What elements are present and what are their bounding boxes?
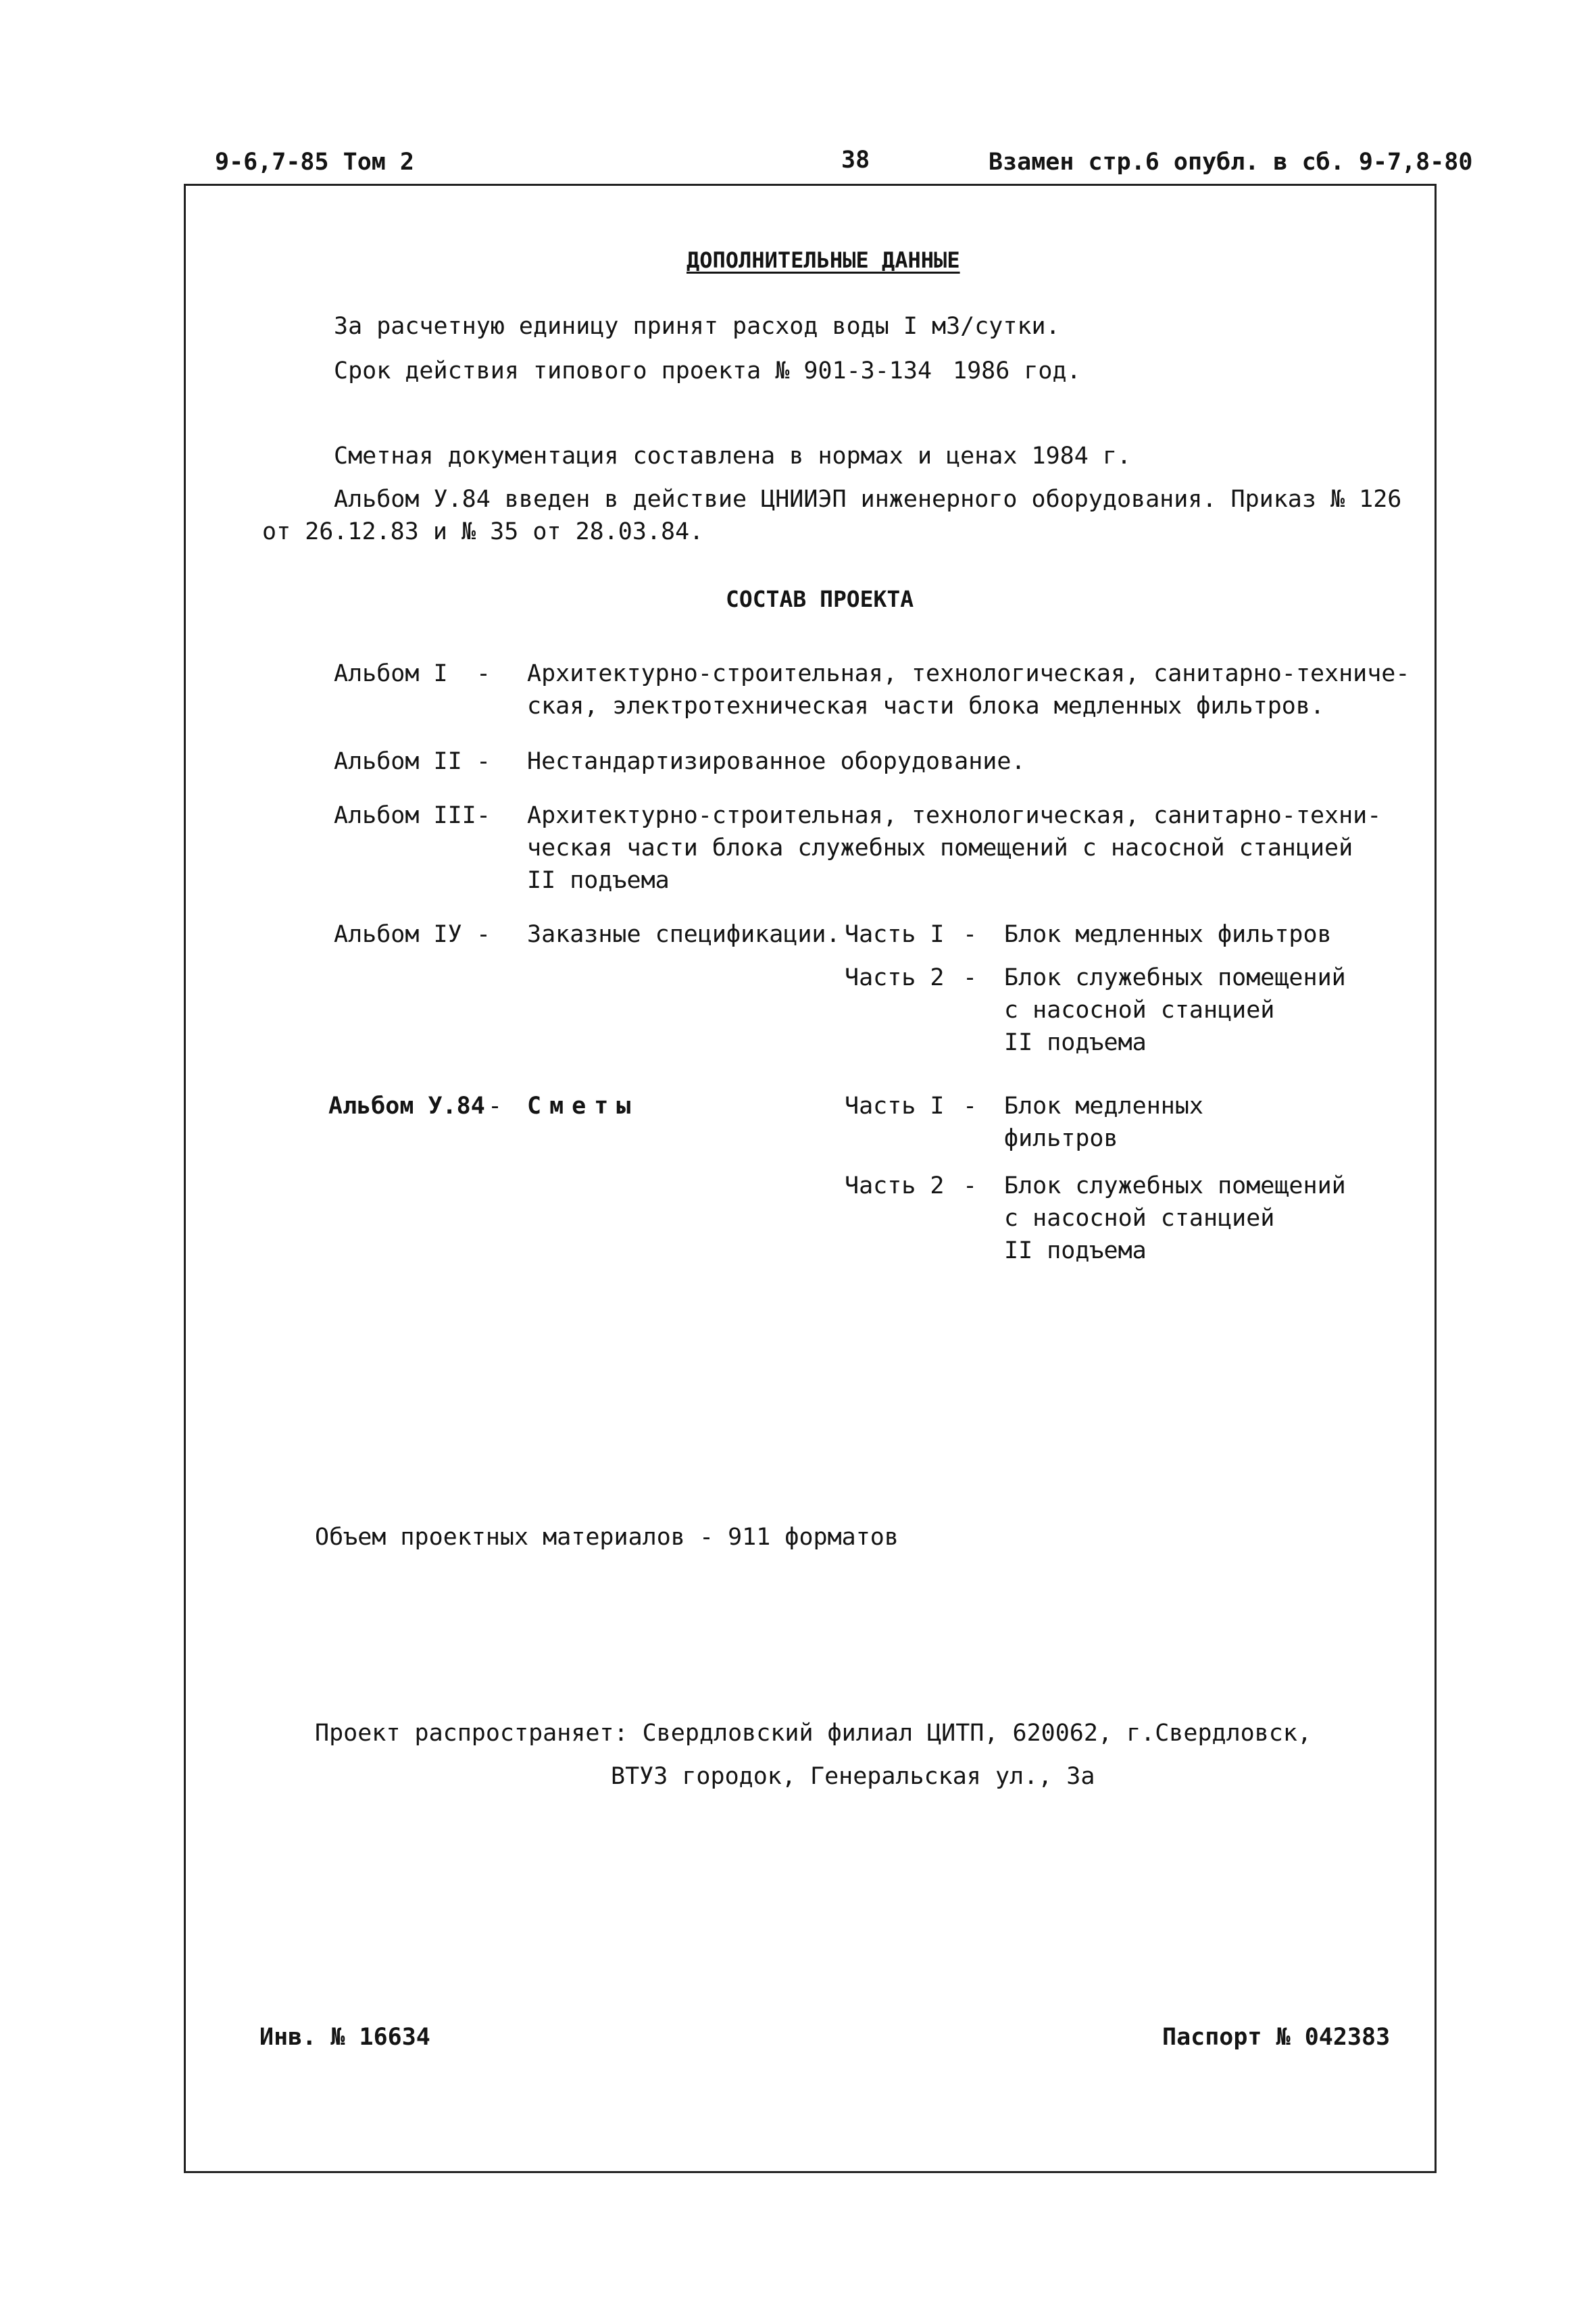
album-5-name: Альбом У.84 xyxy=(328,1093,485,1120)
album-4-part-1-dash: - xyxy=(963,921,978,948)
album-5-part-2-line-1: Блок служебных помещений xyxy=(1004,1172,1346,1199)
additional-line-5: от 26.12.83 и № 35 от 28.03.84. xyxy=(262,518,704,545)
inventory-number: Инв. № 16634 xyxy=(259,2024,430,2051)
album-2-line-1: Нестандартизированное оборудование. xyxy=(527,748,1026,775)
album-5-desc: Сметы xyxy=(527,1093,639,1120)
page-number: 38 xyxy=(841,147,870,174)
additional-line-3: Сметная документация составлена в нормах и ценах 1984 г. xyxy=(334,443,1132,470)
album-4-part-2-dash: - xyxy=(963,964,978,991)
album-2-name: Альбом II xyxy=(334,748,462,775)
distribution-line-1: Проект распространяет: Свердловский филиал ЦИТП, 620062, г.Свердловск, xyxy=(315,1720,1312,1747)
album-5-part-1-dash: - xyxy=(963,1093,978,1120)
album-3-line-3: II подъема xyxy=(527,867,670,894)
additional-line-4: Альбом У.84 введен в действие ЦНИИЭП инженерного оборудования. Приказ № 126 xyxy=(334,486,1402,513)
additional-line-2-year: 1986 год. xyxy=(953,357,1081,384)
album-5-part-2: Часть 2 xyxy=(845,1172,945,1199)
album-2-dash: - xyxy=(476,748,491,775)
album-4-part-1: Часть I xyxy=(845,921,945,948)
album-5-part-1-line-2: фильтров xyxy=(1004,1125,1118,1152)
header-right: Взамен стр.6 опубл. в сб. 9-7,8-80 xyxy=(989,149,1473,176)
album-1-dash: - xyxy=(476,660,491,687)
header-left: 9-6,7-85 Том 2 xyxy=(215,149,415,176)
album-5-part-2-line-2: с насосной станцией xyxy=(1004,1205,1275,1232)
album-4-part-2-line-3: II подъема xyxy=(1004,1029,1147,1056)
album-5-part-1-line-1: Блок медленных xyxy=(1004,1093,1204,1120)
album-4-name: Альбом IУ xyxy=(334,921,462,948)
additional-line-1: За расчетную единицу принят расход воды I м3/сутки. xyxy=(334,313,1060,340)
distribution-line-2: ВТУЗ городок, Генеральская ул., 3а xyxy=(611,1763,1095,1790)
album-5-part-2-line-3: II подъема xyxy=(1004,1237,1147,1264)
album-4-part-2-line-2: с насосной станцией xyxy=(1004,997,1275,1024)
album-5-part-1: Часть I xyxy=(845,1093,945,1120)
album-4-part-2-line-1: Блок служебных помещений xyxy=(1004,964,1346,991)
additional-line-2-text: Срок действия типового проекта № 901-3-134 xyxy=(334,357,932,384)
album-5-dash: - xyxy=(488,1093,503,1120)
album-3-dash: - xyxy=(476,802,491,829)
album-1-name: Альбом I xyxy=(334,660,448,687)
album-4-dash: - xyxy=(476,921,491,948)
volume-note: Объем проектных материалов - 911 форматов xyxy=(315,1524,899,1551)
album-5-part-2-dash: - xyxy=(963,1172,978,1199)
passport-number: Паспорт № 042383 xyxy=(1162,2024,1391,2051)
album-3-line-1: Архитектурно-строительная, технологическая, санитарно-техни- xyxy=(527,802,1382,829)
album-4-part-2: Часть 2 xyxy=(845,964,945,991)
album-4-part-1-line-1: Блок медленных фильтров xyxy=(1004,921,1332,948)
album-1-line-1: Архитектурно-строительная, технологическая, санитарно-техниче- xyxy=(527,660,1410,687)
additional-title: ДОПОЛНИТЕЛЬНЫЕ ДАННЫЕ xyxy=(687,247,960,273)
album-4-desc: Заказные спецификации. xyxy=(527,921,841,948)
composition-title: СОСТАВ ПРОЕКТА xyxy=(726,586,914,612)
album-3-line-2: ческая части блока служебных помещений с насосной станцией xyxy=(527,835,1353,862)
album-1-line-2: ская, электротехническая части блока медленных фильтров. xyxy=(527,693,1325,720)
album-3-name: Альбом III xyxy=(334,802,476,829)
